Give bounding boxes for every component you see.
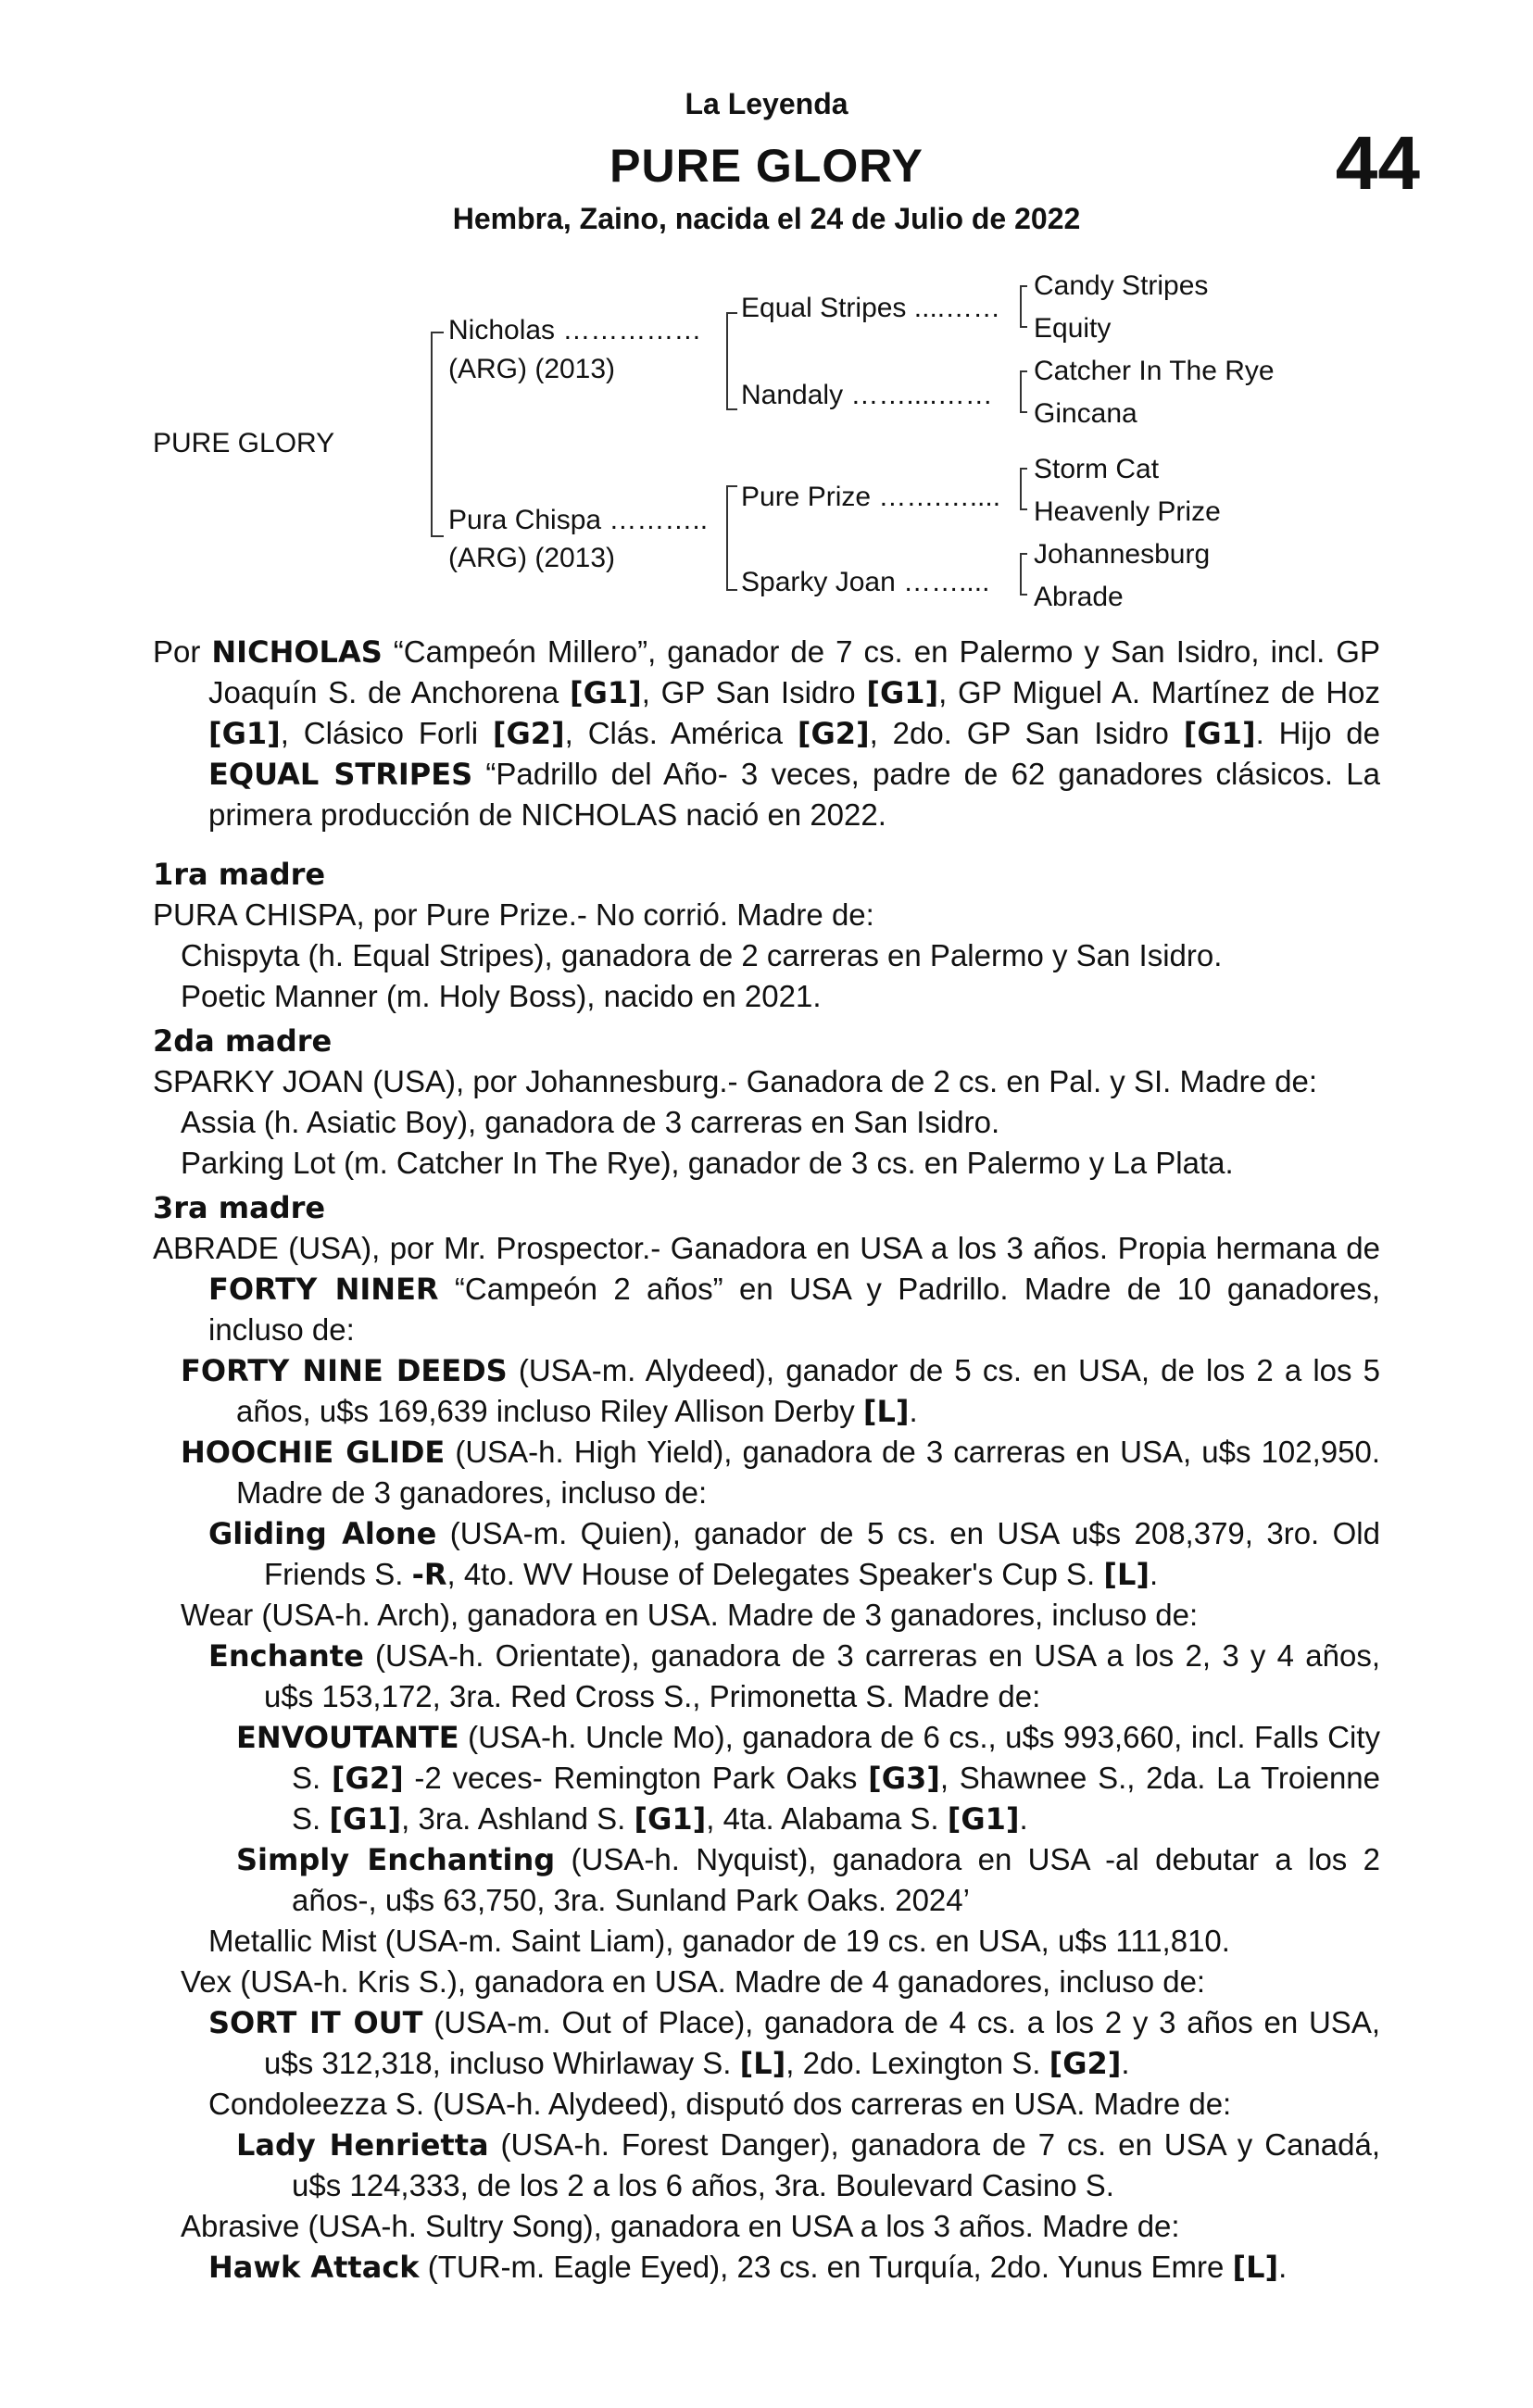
bracket-line: [431, 332, 433, 535]
text-run: , 4to. WV House of Delegates Speaker's Cup S.: [446, 1557, 1104, 1591]
catalog-body: [153, 632, 1380, 2288]
text-run: .: [909, 1394, 918, 1428]
text-run: , GP Miguel A. Martínez de Hoz: [938, 675, 1381, 709]
bold-term: [G1]: [634, 1801, 707, 1837]
text-run: .: [1019, 1801, 1028, 1836]
text-run: Wear (USA-h. Arch), ganadora en USA. Madre de 3 ganadores, incluso de:: [181, 1598, 1199, 1632]
text-run: . Hijo de: [1255, 716, 1380, 750]
bold-term: FORTY NINER: [208, 1272, 439, 1307]
text-run: (USA-h. Orientate), ganadora de 3 carreras en USA a los 2, 3 y 4 años, u$s 153,172, 3ra. Red Cross S., Primonetta S. Madre de:: [264, 1638, 1380, 1713]
pedigree-ancestor: Abrade: [1034, 582, 1124, 612]
family-entry: [153, 2247, 1380, 2288]
sire-paragraph: [153, 632, 1380, 835]
bracket-line: [1020, 553, 1022, 594]
pedigree-ancestor: Equity: [1034, 313, 1112, 344]
pedigree-dam-origin: (ARG) (2013): [448, 543, 616, 573]
pedigree-ancestor: Storm Cat: [1034, 454, 1160, 484]
text-run: Condoleezza S. (USA-h. Alydeed), disputó dos carreras en USA. Madre de:: [208, 2087, 1232, 2121]
bold-term: [G3]: [868, 1761, 940, 1796]
pedigree-dam-dam: Sparky Joan ……....: [741, 567, 990, 597]
lot-number: 44: [1335, 121, 1420, 206]
text-run: “Campeón Millero”, ganador de 7 cs. en Palermo y San Isidro, incl. GP Joaquín S. de Anchorena: [208, 634, 1380, 709]
bold-term: [G2]: [797, 716, 870, 751]
pedigree-sire-sire: Equal Stripes ....……: [741, 293, 1001, 323]
bold-term: NICHOLAS: [211, 634, 383, 670]
pedigree-ancestor: Candy Stripes: [1034, 270, 1209, 301]
bracket-line: [1020, 370, 1027, 372]
text-run: Poetic Manner (m. Holy Boss), nacido en 2021.: [181, 979, 822, 1013]
horse-description: Hembra, Zaino, nacida el 24 de Julio de 2022: [452, 202, 1081, 235]
text-run: , 3ra. Ashland S.: [401, 1801, 635, 1836]
bold-term: Simply Enchanting: [236, 1842, 556, 1877]
bracket-line: [431, 332, 444, 333]
bracket-line: [726, 485, 737, 487]
bold-term: [G1]: [570, 675, 642, 710]
bold-term: [L]: [1103, 1557, 1150, 1592]
family-entry: [153, 895, 1380, 935]
family-entry: [153, 2002, 1380, 2084]
bold-term: [G1]: [329, 1801, 402, 1837]
bold-term: [G2]: [1049, 2046, 1122, 2081]
bracket-line: [726, 589, 737, 591]
pedigree-dam-sire: Pure Prize …….…....: [741, 482, 1001, 512]
bracket-line: [1020, 508, 1027, 510]
pedigree-sire: Nicholas ……………: [448, 315, 702, 345]
text-run: (USA-h. Forest Danger), ganadora de 7 cs. en USA y Canadá, u$s 124,333, de los 2 a los 6 años, 3ra. Boulevard Casino S.: [292, 2127, 1381, 2202]
section-heading: 2da madre: [153, 1023, 333, 1059]
bold-term: Hawk Attack: [208, 2250, 420, 2285]
bold-term: EQUAL STRIPES: [208, 757, 473, 792]
family-entry: [153, 1143, 1380, 1184]
family-entry: [153, 1839, 1380, 1921]
pedigree-subject: PURE GLORY: [153, 428, 335, 458]
text-run: Metallic Mist (USA-m. Saint Liam), ganador de 19 cs. en USA, u$s 111,810.: [208, 1924, 1230, 1958]
text-run: Vex (USA-h. Kris S.), ganadora en USA. Madre de 4 ganadores, incluso de:: [181, 1964, 1206, 1999]
text-run: .: [1121, 2046, 1130, 2080]
text-run: “Padrillo del Año- 3 veces, padre de 62 ganadores clásicos. La primera producción de NICHOLAS nació en 2022.: [208, 757, 1380, 832]
bold-term: SORT IT OUT: [208, 2005, 423, 2040]
bold-term: FORTY NINE DEEDS: [181, 1353, 508, 1388]
text-run: , GP San Isidro: [641, 675, 867, 709]
family-entry: [153, 2206, 1380, 2247]
bold-term: [L]: [1232, 2250, 1279, 2285]
pedigree-sire-origin: (ARG) (2013): [448, 354, 616, 384]
text-run: .: [1149, 1557, 1159, 1591]
text-run: ABRADE (USA), por Mr. Prospector.- Ganadora en USA a los 3 años. Propia hermana de: [153, 1231, 1380, 1265]
pedigree-sire-dam: Nandaly ……....……: [741, 380, 993, 410]
pedigree-ancestor: Heavenly Prize: [1034, 496, 1221, 527]
bracket-line: [726, 312, 737, 314]
section-heading: 3ra madre: [153, 1190, 326, 1225]
text-run: , Clásico Forli: [280, 716, 493, 750]
text-run: (USA-h. Nyquist), ganadora en USA -al debutar a los 2 años-, u$s 63,750, 3ra. Sunland Park Oaks. 2024’: [292, 1842, 1381, 1917]
family-entry: [153, 1962, 1380, 2002]
family-entry: [153, 2084, 1380, 2125]
family-entry: [153, 1432, 1380, 1513]
bold-term: [L]: [739, 2046, 786, 2081]
text-run: (USA-h. High Yield), ganadora de 3 carreras en USA, u$s 102,950. Madre de 3 ganadores, incluso de:: [236, 1435, 1381, 1510]
text-run: (USA-m. Out of Place), ganadora de 4 cs. a los 2 y 3 años en USA, u$s 312,318, incluso Whirlaway S.: [264, 2005, 1380, 2080]
bold-term: Gliding Alone: [208, 1516, 437, 1551]
bracket-line: [726, 408, 737, 410]
bracket-line: [1020, 468, 1022, 508]
bold-term: Lady Henrietta: [236, 2127, 489, 2163]
text-run: Abrasive (USA-h. Sultry Song), ganadora en USA a los 3 años. Madre de:: [181, 2209, 1180, 2243]
text-run: (USA-m. Quien), ganador de 5 cs. en USA u$s 208,379, 3ro. Old Friends S.: [264, 1516, 1380, 1591]
bracket-line: [1020, 553, 1027, 555]
bracket-line: [1020, 468, 1027, 470]
bold-term: [L]: [862, 1394, 910, 1429]
text-run: .: [1278, 2250, 1288, 2284]
pedigree-ancestor: Gincana: [1034, 398, 1137, 429]
bold-term: [G2]: [331, 1761, 404, 1796]
text-run: , Clás. América: [564, 716, 798, 750]
pedigree-dam: Pura Chispa ………..: [448, 505, 709, 535]
family-entry: [153, 935, 1380, 976]
family-section: [153, 854, 1380, 2288]
bracket-line: [1020, 326, 1027, 328]
farm-name: La Leyenda: [685, 87, 848, 120]
family-entry: [153, 1102, 1380, 1143]
text-run: , Shawnee S., 2da. La Troienne S.: [292, 1761, 1381, 1836]
bold-term: [G1]: [1183, 716, 1256, 751]
pedigree-ancestor: Johannesburg: [1034, 539, 1211, 570]
bold-term: Enchante: [208, 1638, 364, 1674]
family-entry: [153, 1228, 1380, 1350]
text-run: Chispyta (h. Equal Stripes), ganadora de 2 carreras en Palermo y San Isidro.: [181, 938, 1223, 972]
family-entry: [153, 1513, 1380, 1595]
text-run: PURA CHISPA, por Pure Prize.- No corrió. Madre de:: [153, 897, 874, 932]
family-entry: [153, 2125, 1380, 2206]
text-run: (USA-m. Alydeed), ganador de 5 cs. en USA, de los 2 a los 5 años, u$s 169,639 incluso Riley Allison Derby: [236, 1353, 1380, 1428]
text-run: , 2do. Lexington S.: [785, 2046, 1049, 2080]
bold-term: [G1]: [208, 716, 281, 751]
bracket-line: [431, 535, 444, 537]
bold-term: HOOCHIE GLIDE: [181, 1435, 446, 1470]
bold-term: -R: [411, 1557, 447, 1592]
text-run: Por: [153, 634, 212, 669]
text-run: “Campeón 2 años” en USA y Padrillo. Madre de 10 ganadores, incluso de:: [208, 1272, 1380, 1347]
bracket-line: [1020, 285, 1022, 326]
bold-term: [G2]: [492, 716, 565, 751]
family-entry: [153, 1061, 1380, 1102]
text-run: Parking Lot (m. Catcher In The Rye), ganador de 3 cs. en Palermo y La Plata.: [181, 1146, 1234, 1180]
bracket-line: [726, 312, 728, 408]
bracket-line: [1020, 411, 1027, 413]
bracket-line: [1020, 285, 1027, 287]
bold-term: [G1]: [947, 1801, 1020, 1837]
text-run: , 2do. GP San Isidro: [869, 716, 1184, 750]
text-run: (TUR-m. Eagle Eyed), 23 cs. en Turquía, 2do. Yunus Emre: [419, 2250, 1233, 2284]
text-run: (USA-h. Uncle Mo), ganadora de 6 cs., u$s 993,660, incl. Falls City S.: [292, 1720, 1380, 1795]
family-entry: [153, 1636, 1380, 1717]
family-entry: [153, 976, 1380, 1017]
bracket-line: [1020, 594, 1027, 596]
text-run: , 4ta. Alabama S.: [706, 1801, 948, 1836]
section-heading: 1ra madre: [153, 857, 326, 892]
bold-term: ENVOUTANTE: [236, 1720, 459, 1755]
family-entry: [153, 1350, 1380, 1432]
pedigree-ancestor: Catcher In The Rye: [1034, 356, 1275, 386]
text-run: Assia (h. Asiatic Boy), ganadora de 3 carreras en San Isidro.: [181, 1105, 1000, 1139]
bracket-line: [726, 485, 728, 589]
bold-term: [G1]: [866, 675, 939, 710]
family-entry: [153, 1595, 1380, 1636]
family-entry: [153, 1921, 1380, 1962]
text-run: -2 veces- Remington Park Oaks: [403, 1761, 869, 1795]
family-entry: [153, 1717, 1380, 1839]
horse-name: PURE GLORY: [609, 140, 924, 192]
bracket-line: [1020, 370, 1022, 411]
text-run: SPARKY JOAN (USA), por Johannesburg.- Ganadora de 2 cs. en Pal. y SI. Madre de:: [153, 1064, 1318, 1098]
